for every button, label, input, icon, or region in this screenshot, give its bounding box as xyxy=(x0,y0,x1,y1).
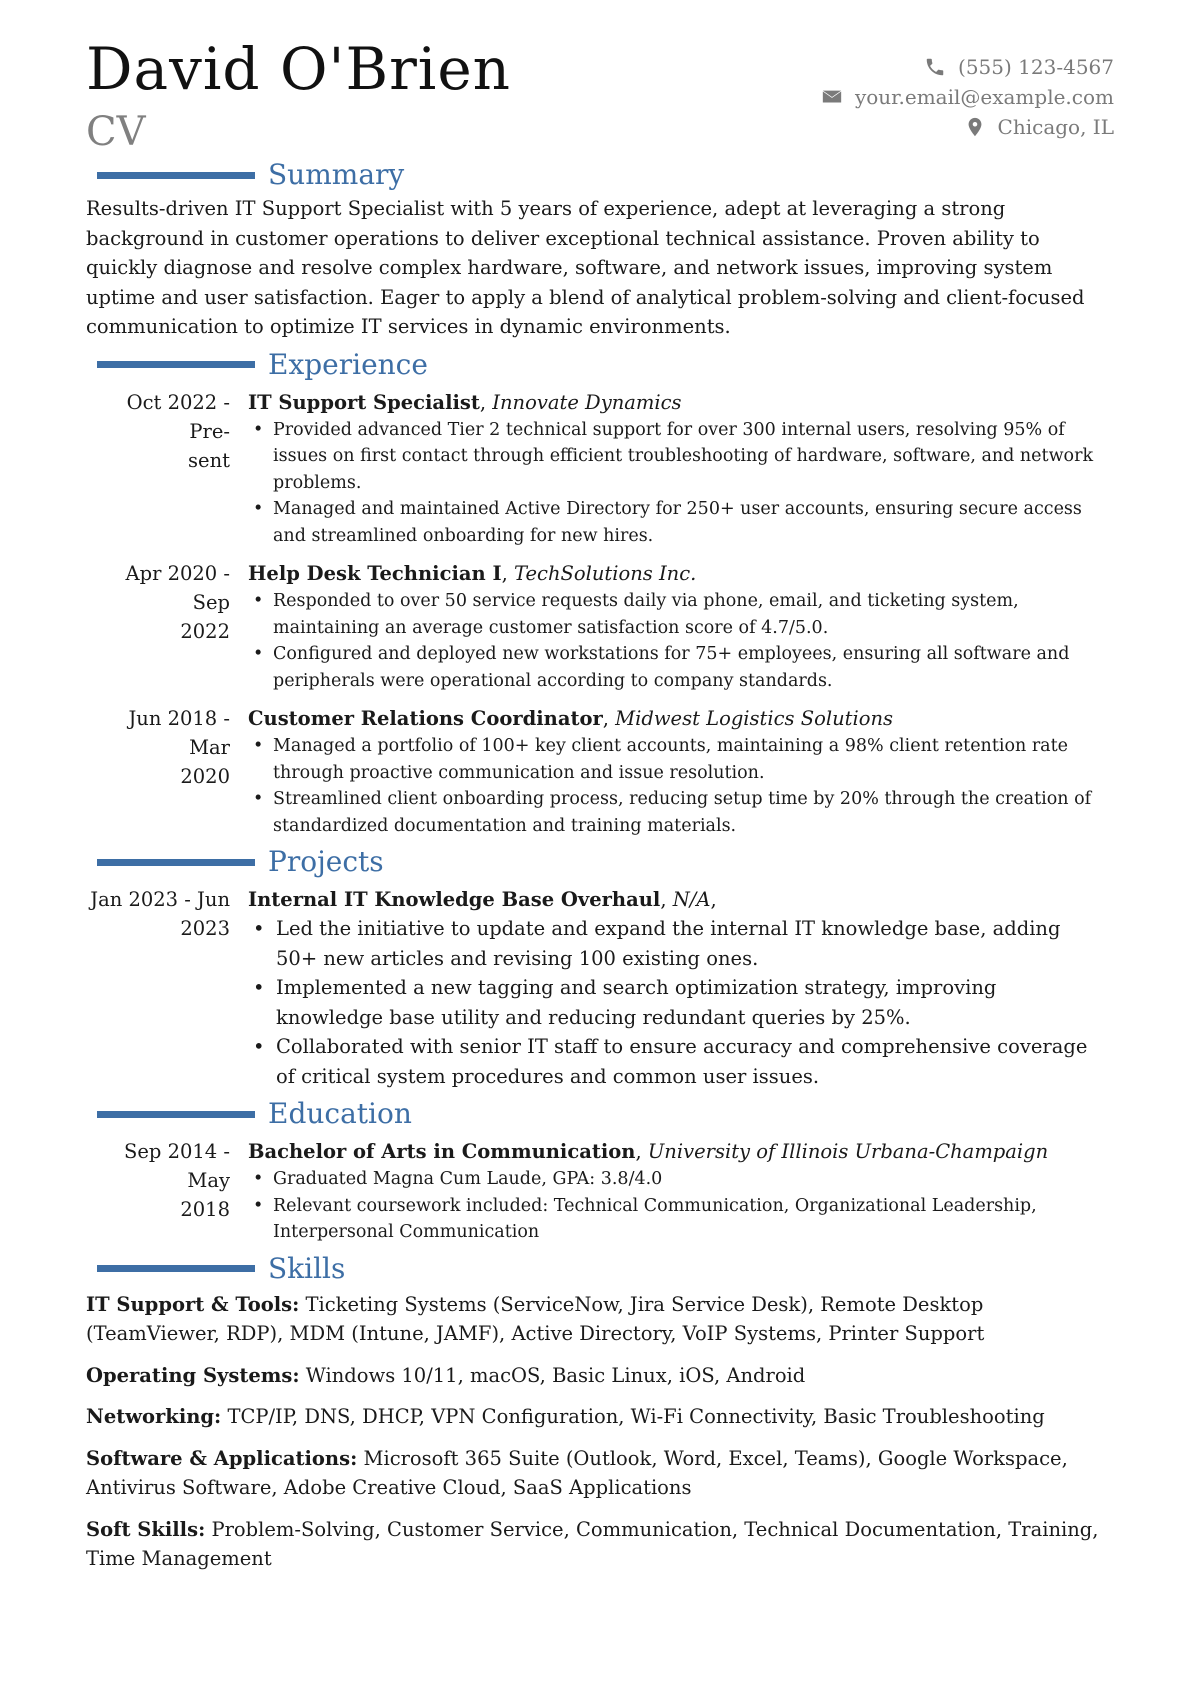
education-entry: Sep 2014 - May 2018 Bachelor of Arts in Communication, University of Illinois Urbana-Champaign • Graduated Magna Cum Laude, GPA: 3.8/4.0 • Relevant coursework included: Technical Communication, Organizational Leadership, Interpersonal Communication xyxy=(86,1137,1114,1246)
section-accent-bar xyxy=(97,1265,255,1272)
skill-items: TCP/IP, DNS, DHCP, VPN Configuration, Wi-Fi Connectivity, Basic Troubleshooting xyxy=(227,1405,1045,1428)
section-title: Education xyxy=(268,1097,412,1130)
experience-entry: Apr 2020 - Sep 2022 Help Desk Technician I, TechSolutions Inc. • Responded to over 50 service requests daily via phone, email, and ticketing system, maintaining an average customer satisfaction score of 4.7/5.0. • Configured and deployed new workstations for 75+ employees, ensuring all software and peripherals were operational according to company standards. xyxy=(86,559,1114,694)
phone-icon xyxy=(924,56,946,78)
section-accent-bar xyxy=(97,172,255,179)
section-title: Summary xyxy=(268,158,405,191)
entry-bullet: • Relevant coursework included: Technical Communication, Organizational Leadership, Interpersonal Communication xyxy=(248,1193,1104,1246)
map-pin-icon xyxy=(964,116,986,138)
skill-items: Problem-Solving, Customer Service, Communication, Technical Documentation, Training, Time Management xyxy=(86,1517,1099,1570)
entry-date: Jun 2018 - Mar 2020 xyxy=(128,707,230,788)
entry-bullet: • Streamlined client onboarding process, reducing setup time by 20% through the creation of standardized documentation and training materials. xyxy=(248,786,1104,839)
skill-items: Windows 10/11, macOS, Basic Linux, iOS, Android xyxy=(305,1363,806,1387)
contact-phone xyxy=(821,52,1114,82)
section-summary-heading xyxy=(86,158,1114,192)
skills-list xyxy=(86,1290,1114,1574)
entry-bullet: • Graduated Magna Cum Laude, GPA: 3.8/4.0 xyxy=(248,1166,1104,1193)
section-education-heading xyxy=(86,1097,1114,1131)
phone-number[interactable]: (555) 123-4567 xyxy=(958,55,1114,79)
skill-category: Software & Applications: xyxy=(86,1446,358,1470)
experience-entry: Jun 2018 - Mar 2020 Customer Relations Coordinator, Midwest Logistics Solutions • Managed a portfolio of 100+ key client accounts, maintaining a 98% client retention rate through proactive communication and issue resolution. • Streamlined client onboarding process, reducing setup time by 20% through the creation of standardized documentation and training materials. xyxy=(86,704,1114,839)
entry-date: Oct 2022 - Pre- sent xyxy=(126,390,230,472)
entry-bullet: • Managed and maintained Active Directory for 250+ user accounts, ensuring secure access and streamlined onboarding for new hires. xyxy=(248,496,1104,549)
skill-category: Operating Systems: xyxy=(86,1363,300,1387)
entry-date: Apr 2020 - Sep 2022 xyxy=(125,562,230,643)
entry-organization: TechSolutions Inc. xyxy=(513,562,697,585)
section-accent-bar xyxy=(97,361,255,368)
entry-bullet: • Responded to over 50 service requests daily via phone, email, and ticketing system, maintaining an average customer satisfaction score of 4.7/5.0. xyxy=(248,588,1104,641)
section-title: Experience xyxy=(268,347,428,381)
entry-bullet: • Led the initiative to update and expand the internal IT knowledge base, adding 50+ new articles and revising 100 existing ones. xyxy=(248,914,1104,973)
section-title: Skills xyxy=(268,1251,346,1285)
entry-title: Help Desk Technician I xyxy=(248,562,502,585)
entry-title: Internal IT Knowledge Base Overhaul xyxy=(248,888,661,911)
project-entry: Jan 2023 - Jun 2023 Internal IT Knowledge Base Overhaul, N/A, • Led the initiative to update and expand the internal IT knowledge base, adding 50+ new articles and revising 100 existing ones. • Implemented a new tagging and search optimization strategy, improving knowledge base utility and reducing redundant queries by 25%. • Collaborated with senior IT staff to ensure accuracy and comprehensive coverage of critical system procedures and common user issues. xyxy=(86,885,1114,1091)
contact-email xyxy=(821,82,1114,112)
document-subtitle: CV xyxy=(86,109,146,155)
section-title: Projects xyxy=(268,845,384,878)
entry-title: Customer Relations Coordinator xyxy=(248,707,603,730)
cv-header xyxy=(86,35,1114,158)
section-accent-bar xyxy=(97,1111,255,1118)
skill-items: Microsoft 365 Suite (Outlook, Word, Excel, Teams), Google Workspace, Antivirus Software, Adobe Creative Cloud, SaaS Applications xyxy=(86,1446,1068,1499)
entry-title: Bachelor of Arts in Communication xyxy=(248,1140,636,1163)
email-address[interactable]: your.email@example.com xyxy=(854,85,1114,109)
skill-category: IT Support & Tools: xyxy=(86,1292,300,1316)
entry-organization: Innovate Dynamics xyxy=(492,390,682,414)
summary-text: Results-driven IT Support Specialist with 5 years of experience, adept at leveraging a strong background in customer operations to deliver exceptional technical assistance. Proven ability to quickly diagnose and resolve complex hardware, software, and network issues, improving system uptime and user satisfaction. Eager to apply a blend of analytical problem-solving and client-focused communication to optimize IT services in dynamic environments. xyxy=(86,197,1085,338)
full-name: David O'Brien xyxy=(86,35,512,103)
section-projects-heading xyxy=(86,845,1114,879)
entry-bullet: • Configured and deployed new workstations for 75+ employees, ensuring all software and peripherals were operational according to company standards. xyxy=(248,641,1104,694)
experience-list xyxy=(86,388,1114,840)
skill-group xyxy=(86,1444,1114,1503)
skill-category: Networking: xyxy=(86,1405,222,1428)
entry-organization: Midwest Logistics Solutions xyxy=(615,707,894,730)
entry-bullet: • Provided advanced Tier 2 technical support for over 300 internal users, resolving 95% of issues on first contact through efficient troubleshooting of hardware, software, and network problems. xyxy=(248,417,1104,497)
skill-group xyxy=(86,1515,1114,1574)
entry-organization: N/A xyxy=(672,888,711,911)
section-skills-heading xyxy=(86,1252,1114,1286)
entry-bullet: • Managed a portfolio of 100+ key client accounts, maintaining a 98% client retention rate through proactive communication and issue resolution. xyxy=(248,733,1104,786)
skill-items: Ticketing Systems (ServiceNow, Jira Service Desk), Remote Desktop (TeamViewer, RDP), MDM (Intune, JAMF), Active Directory, VoIP Systems, Printer Support xyxy=(86,1292,985,1345)
entry-bullet: • Implemented a new tagging and search optimization strategy, improving knowledge base utility and reducing redundant queries by 25%. xyxy=(248,973,1104,1032)
entry-date: Jan 2023 - Jun 2023 xyxy=(90,888,230,940)
entry-bullet: • Collaborated with senior IT staff to ensure accuracy and comprehensive coverage of critical system procedures and common user issues. xyxy=(248,1032,1104,1091)
entry-organization: University of Illinois Urbana-Champaign xyxy=(647,1140,1049,1163)
cv-page xyxy=(86,35,1114,1586)
skill-group xyxy=(86,1361,1114,1391)
contact-block xyxy=(821,52,1114,142)
skill-group xyxy=(86,1402,1114,1432)
entry-title: IT Support Specialist xyxy=(248,390,480,414)
location-text: Chicago, IL xyxy=(997,115,1114,139)
experience-entry: Oct 2022 - Pre- sent IT Support Specialist, Innovate Dynamics • Provided advanced Tier 2 technical support for over 300 internal users, resolving 95% of issues on first contact through efficient troubleshooting of hardware, software, and network problems. • Managed and maintained Active Directory for 250+ user accounts, ensuring secure access and streamlined onboarding for new hires. xyxy=(86,388,1114,550)
education-list xyxy=(86,1137,1114,1246)
skill-category: Soft Skills: xyxy=(86,1517,206,1541)
section-accent-bar xyxy=(97,859,255,866)
envelope-icon xyxy=(821,86,843,108)
entry-date: Sep 2014 - May 2018 xyxy=(124,1140,230,1221)
skill-group xyxy=(86,1290,1114,1349)
contact-location xyxy=(821,112,1114,142)
projects-list xyxy=(86,885,1114,1091)
section-experience-heading xyxy=(86,348,1114,382)
